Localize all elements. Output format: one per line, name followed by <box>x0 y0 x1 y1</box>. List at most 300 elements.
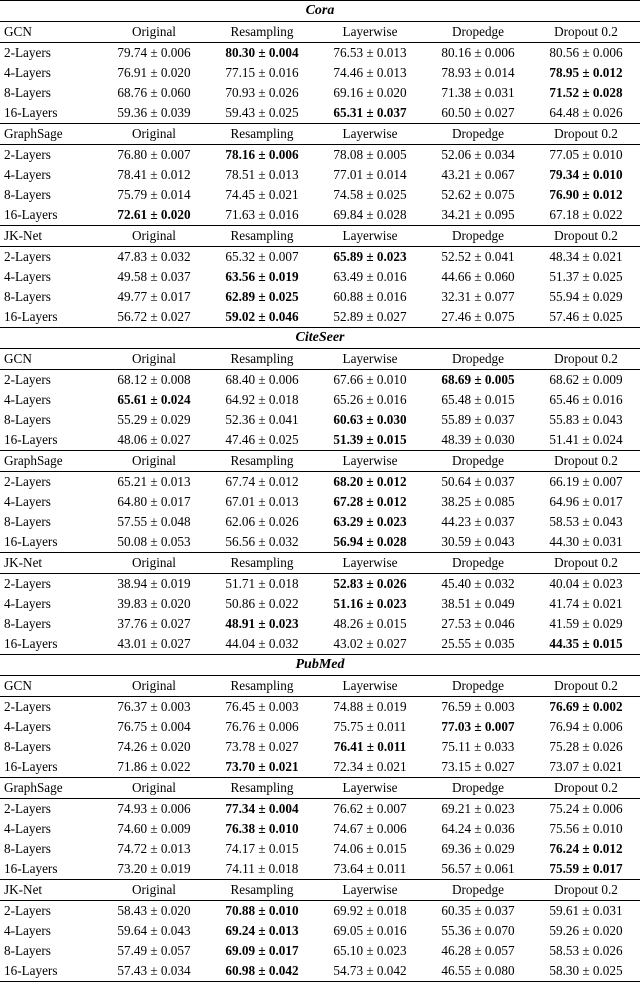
column-header: Dropout 0.2 <box>554 882 618 897</box>
table-cell: 52.62 ± 0.075 <box>441 187 515 202</box>
model-header-row <box>0 451 640 471</box>
column-header: Original <box>132 228 176 243</box>
table-cell: 37.76 ± 0.027 <box>117 616 191 631</box>
best-value: 71.52 ± 0.028 <box>549 85 623 100</box>
model-header-row <box>0 553 640 573</box>
column-header: Layerwise <box>342 678 398 693</box>
model-header-row <box>0 124 640 144</box>
table-cell: 55.83 ± 0.043 <box>549 412 623 427</box>
best-cell <box>316 594 424 614</box>
row-label: 16-Layers <box>4 207 58 222</box>
best-value: 51.39 ± 0.015 <box>333 432 407 447</box>
column-header: Original <box>132 882 176 897</box>
table-row <box>0 634 640 654</box>
table-cell: 74.06 ± 0.015 <box>333 841 407 856</box>
table-cell: 55.29 ± 0.029 <box>117 412 191 427</box>
best-cell <box>532 839 640 859</box>
table-cell: 57.55 ± 0.048 <box>117 514 191 529</box>
table-cell: 65.46 ± 0.016 <box>549 392 623 407</box>
best-cell <box>208 614 316 634</box>
table-row <box>0 594 640 614</box>
table-cell: 57.46 ± 0.025 <box>549 309 623 324</box>
table-cell: 27.46 ± 0.075 <box>441 309 515 324</box>
table-cell: 47.46 ± 0.025 <box>225 432 299 447</box>
table-cell: 57.43 ± 0.034 <box>117 963 191 978</box>
row-label: 16-Layers <box>4 534 58 549</box>
row-label: 16-Layers <box>4 963 58 978</box>
table-cell: 64.24 ± 0.036 <box>441 821 515 836</box>
table-cell: 74.17 ± 0.015 <box>225 841 299 856</box>
table-cell: 75.24 ± 0.006 <box>549 801 623 816</box>
row-label: 16-Layers <box>4 105 58 120</box>
best-cell <box>208 145 316 165</box>
table-cell: 27.53 ± 0.046 <box>441 616 515 631</box>
column-header: Resampling <box>230 678 294 693</box>
row-label: 4-Layers <box>4 596 51 611</box>
table-cell: 63.49 ± 0.016 <box>333 269 407 284</box>
table-cell: 60.88 ± 0.016 <box>333 289 407 304</box>
table-cell: 77.05 ± 0.010 <box>549 147 623 162</box>
table-cell: 38.51 ± 0.049 <box>441 596 515 611</box>
best-value: 76.24 ± 0.012 <box>549 841 623 856</box>
table-cell: 77.01 ± 0.014 <box>333 167 407 182</box>
best-cell <box>100 390 208 410</box>
table-cell: 76.59 ± 0.003 <box>441 699 515 714</box>
row-label: 8-Layers <box>4 289 51 304</box>
row-label: 2-Layers <box>4 699 51 714</box>
table-row <box>0 247 640 267</box>
table-cell: 62.06 ± 0.026 <box>225 514 299 529</box>
column-header: Dropedge <box>452 351 504 366</box>
table-row <box>0 145 640 165</box>
table-cell: 72.34 ± 0.021 <box>333 759 407 774</box>
table-cell: 41.74 ± 0.021 <box>549 596 623 611</box>
best-value: 48.91 ± 0.023 <box>225 616 299 631</box>
column-header: Layerwise <box>342 228 398 243</box>
best-cell <box>208 287 316 307</box>
best-value: 52.83 ± 0.026 <box>333 576 407 591</box>
table-cell: 69.21 ± 0.023 <box>441 801 515 816</box>
best-value: 68.20 ± 0.012 <box>333 474 407 489</box>
table-cell: 59.64 ± 0.043 <box>117 923 191 938</box>
table-cell: 76.76 ± 0.006 <box>225 719 299 734</box>
table-cell: 78.08 ± 0.005 <box>333 147 407 162</box>
best-value: 76.38 ± 0.010 <box>225 821 299 836</box>
best-cell <box>208 757 316 777</box>
table-cell: 64.96 ± 0.017 <box>549 494 623 509</box>
table-cell: 75.75 ± 0.011 <box>333 719 407 734</box>
table-row <box>0 63 640 83</box>
table-cell: 68.62 ± 0.009 <box>549 372 623 387</box>
table-cell: 43.01 ± 0.027 <box>117 636 191 651</box>
table-cell: 45.40 ± 0.032 <box>441 576 515 591</box>
column-header: Layerwise <box>342 453 398 468</box>
table-cell: 54.73 ± 0.042 <box>333 963 407 978</box>
table-row <box>0 799 640 819</box>
best-cell <box>316 512 424 532</box>
column-header: Dropedge <box>452 780 504 795</box>
row-label: 8-Layers <box>4 412 51 427</box>
row-label: 8-Layers <box>4 187 51 202</box>
table-cell: 78.41 ± 0.012 <box>117 167 191 182</box>
best-cell <box>424 370 532 390</box>
best-value: 69.24 ± 0.013 <box>225 923 299 938</box>
table-cell: 66.19 ± 0.007 <box>549 474 623 489</box>
table-cell: 67.18 ± 0.022 <box>549 207 623 222</box>
best-cell <box>208 267 316 287</box>
column-header: Dropout 0.2 <box>554 351 618 366</box>
best-value: 44.35 ± 0.015 <box>549 636 623 651</box>
best-value: 67.28 ± 0.012 <box>333 494 407 509</box>
table-cell: 64.92 ± 0.018 <box>225 392 299 407</box>
table-cell: 52.89 ± 0.027 <box>333 309 407 324</box>
table-cell: 74.88 ± 0.019 <box>333 699 407 714</box>
best-cell <box>532 697 640 717</box>
table-cell: 80.16 ± 0.006 <box>441 45 515 60</box>
best-value: 77.03 ± 0.007 <box>441 719 515 734</box>
table-cell: 74.58 ± 0.025 <box>333 187 407 202</box>
column-header: Original <box>132 780 176 795</box>
best-cell <box>208 941 316 961</box>
table-cell: 68.12 ± 0.008 <box>117 372 191 387</box>
column-header: Dropout 0.2 <box>554 780 618 795</box>
table-cell: 67.66 ± 0.010 <box>333 372 407 387</box>
table-cell: 58.53 ± 0.043 <box>549 514 623 529</box>
table-row <box>0 390 640 410</box>
table-cell: 73.20 ± 0.019 <box>117 861 191 876</box>
table-row <box>0 697 640 717</box>
table-cell: 78.51 ± 0.013 <box>225 167 299 182</box>
model-name: GCN <box>4 678 32 693</box>
best-value: 69.09 ± 0.017 <box>225 943 299 958</box>
table-cell: 69.16 ± 0.020 <box>333 85 407 100</box>
best-cell <box>532 83 640 103</box>
table-cell: 49.77 ± 0.017 <box>117 289 191 304</box>
table-row <box>0 614 640 634</box>
table-row <box>0 819 640 839</box>
table-cell: 30.59 ± 0.043 <box>441 534 515 549</box>
row-label: 16-Layers <box>4 309 58 324</box>
column-header: Original <box>132 555 176 570</box>
row-label: 4-Layers <box>4 494 51 509</box>
table-cell: 44.23 ± 0.037 <box>441 514 515 529</box>
row-label: 4-Layers <box>4 269 51 284</box>
model-header-row <box>0 676 640 696</box>
best-cell <box>208 307 316 327</box>
table-row <box>0 921 640 941</box>
table-cell: 73.64 ± 0.011 <box>333 861 407 876</box>
table-cell: 38.25 ± 0.085 <box>441 494 515 509</box>
model-name: JK-Net <box>4 228 43 243</box>
table-row <box>0 370 640 390</box>
best-cell <box>532 859 640 879</box>
table-cell: 41.59 ± 0.029 <box>549 616 623 631</box>
model-name: GraphSage <box>4 453 63 468</box>
best-cell <box>532 63 640 83</box>
table-row <box>0 410 640 430</box>
best-value: 70.88 ± 0.010 <box>225 903 299 918</box>
row-label: 2-Layers <box>4 474 51 489</box>
table-row <box>0 859 640 879</box>
best-cell <box>316 410 424 430</box>
table-cell: 49.58 ± 0.037 <box>117 269 191 284</box>
row-label: 2-Layers <box>4 147 51 162</box>
best-cell <box>532 165 640 185</box>
best-value: 72.61 ± 0.020 <box>117 207 191 222</box>
row-label: 4-Layers <box>4 923 51 938</box>
table-row <box>0 941 640 961</box>
table-row <box>0 185 640 205</box>
model-name: GraphSage <box>4 126 63 141</box>
table-cell: 58.43 ± 0.020 <box>117 903 191 918</box>
table-cell: 68.40 ± 0.006 <box>225 372 299 387</box>
row-label: 8-Layers <box>4 841 51 856</box>
column-header: Dropedge <box>452 882 504 897</box>
best-cell <box>316 492 424 512</box>
table-cell: 46.28 ± 0.057 <box>441 943 515 958</box>
best-value: 78.16 ± 0.006 <box>225 147 299 162</box>
table-cell: 76.45 ± 0.003 <box>225 699 299 714</box>
table-cell: 71.38 ± 0.031 <box>441 85 515 100</box>
table-cell: 71.86 ± 0.022 <box>117 759 191 774</box>
row-label: 16-Layers <box>4 432 58 447</box>
best-cell <box>316 737 424 757</box>
table-cell: 52.36 ± 0.041 <box>225 412 299 427</box>
table-cell: 60.50 ± 0.027 <box>441 105 515 120</box>
table-cell: 52.06 ± 0.034 <box>441 147 515 162</box>
row-label: 16-Layers <box>4 861 58 876</box>
column-header: Resampling <box>230 126 294 141</box>
model-header-row <box>0 778 640 798</box>
best-cell <box>100 205 208 225</box>
table-cell: 50.08 ± 0.053 <box>117 534 191 549</box>
table-cell: 57.49 ± 0.057 <box>117 943 191 958</box>
best-value: 62.89 ± 0.025 <box>225 289 299 304</box>
table-cell: 71.63 ± 0.016 <box>225 207 299 222</box>
table-cell: 55.89 ± 0.037 <box>441 412 515 427</box>
row-label: 2-Layers <box>4 249 51 264</box>
table-cell: 76.94 ± 0.006 <box>549 719 623 734</box>
table-cell: 67.01 ± 0.013 <box>225 494 299 509</box>
best-cell <box>316 532 424 552</box>
row-label: 4-Layers <box>4 392 51 407</box>
column-header: Layerwise <box>342 555 398 570</box>
best-value: 77.34 ± 0.004 <box>225 801 299 816</box>
best-cell <box>424 717 532 737</box>
table-cell: 48.06 ± 0.027 <box>117 432 191 447</box>
table-cell: 43.21 ± 0.067 <box>441 167 515 182</box>
column-header: Resampling <box>230 228 294 243</box>
table-cell: 44.04 ± 0.032 <box>225 636 299 651</box>
table-row <box>0 103 640 123</box>
table-cell: 74.26 ± 0.020 <box>117 739 191 754</box>
best-value: 78.95 ± 0.012 <box>549 65 623 80</box>
table-cell: 59.26 ± 0.020 <box>549 923 623 938</box>
row-label: 16-Layers <box>4 636 58 651</box>
table-cell: 79.74 ± 0.006 <box>117 45 191 60</box>
table-cell: 74.45 ± 0.021 <box>225 187 299 202</box>
best-cell <box>316 472 424 492</box>
table-cell: 73.78 ± 0.027 <box>225 739 299 754</box>
table-cell: 55.36 ± 0.070 <box>441 923 515 938</box>
best-cell <box>208 961 316 981</box>
table-cell: 75.56 ± 0.010 <box>549 821 623 836</box>
table-cell: 78.93 ± 0.014 <box>441 65 515 80</box>
table-row <box>0 901 640 921</box>
table-cell: 76.53 ± 0.013 <box>333 45 407 60</box>
column-header: Original <box>132 351 176 366</box>
table-cell: 48.39 ± 0.030 <box>441 432 515 447</box>
row-label: 4-Layers <box>4 719 51 734</box>
column-header: Dropout 0.2 <box>554 126 618 141</box>
row-label: 8-Layers <box>4 739 51 754</box>
table-cell: 74.46 ± 0.013 <box>333 65 407 80</box>
table-cell: 38.94 ± 0.019 <box>117 576 191 591</box>
table-cell: 65.21 ± 0.013 <box>117 474 191 489</box>
column-header: Layerwise <box>342 780 398 795</box>
table-row <box>0 430 640 450</box>
table-cell: 74.60 ± 0.009 <box>117 821 191 836</box>
table-cell: 44.30 ± 0.031 <box>549 534 623 549</box>
table-cell: 58.30 ± 0.025 <box>549 963 623 978</box>
column-header: Layerwise <box>342 351 398 366</box>
table-cell: 50.86 ± 0.022 <box>225 596 299 611</box>
table-row <box>0 267 640 287</box>
table-cell: 48.34 ± 0.021 <box>549 249 623 264</box>
table-cell: 76.62 ± 0.007 <box>333 801 407 816</box>
table-cell: 73.15 ± 0.027 <box>441 759 515 774</box>
column-header: Resampling <box>230 24 294 39</box>
column-header: Dropedge <box>452 228 504 243</box>
best-value: 79.34 ± 0.010 <box>549 167 623 182</box>
column-header: Dropedge <box>452 678 504 693</box>
column-header: Dropout 0.2 <box>554 453 618 468</box>
best-value: 80.30 ± 0.004 <box>225 45 299 60</box>
table-cell: 69.05 ± 0.016 <box>333 923 407 938</box>
column-header: Dropedge <box>452 126 504 141</box>
dataset-title: Cora <box>305 3 335 18</box>
best-value: 60.98 ± 0.042 <box>225 963 299 978</box>
model-header-row <box>0 22 640 42</box>
best-value: 65.89 ± 0.023 <box>333 249 407 264</box>
best-value: 56.94 ± 0.028 <box>333 534 407 549</box>
dataset-title: CiteSeer <box>295 330 345 345</box>
column-header: Original <box>132 126 176 141</box>
row-label: 2-Layers <box>4 45 51 60</box>
row-label: 4-Layers <box>4 167 51 182</box>
table-cell: 48.26 ± 0.015 <box>333 616 407 631</box>
table-row <box>0 839 640 859</box>
table-cell: 74.93 ± 0.006 <box>117 801 191 816</box>
best-cell <box>532 185 640 205</box>
table-cell: 64.48 ± 0.026 <box>549 105 623 120</box>
table-cell: 74.67 ± 0.006 <box>333 821 407 836</box>
model-header-row <box>0 349 640 369</box>
table-cell: 56.57 ± 0.061 <box>441 861 515 876</box>
best-value: 65.31 ± 0.037 <box>333 105 407 120</box>
table-cell: 76.91 ± 0.020 <box>117 65 191 80</box>
best-cell <box>208 799 316 819</box>
table-row <box>0 717 640 737</box>
table-row <box>0 472 640 492</box>
row-label: 16-Layers <box>4 759 58 774</box>
model-name: GraphSage <box>4 780 63 795</box>
table-cell: 60.35 ± 0.037 <box>441 903 515 918</box>
table-row <box>0 307 640 327</box>
table-row <box>0 532 640 552</box>
column-header: Original <box>132 24 176 39</box>
best-value: 76.69 ± 0.002 <box>549 699 623 714</box>
table-cell: 55.94 ± 0.029 <box>549 289 623 304</box>
table-cell: 52.52 ± 0.041 <box>441 249 515 264</box>
row-label: 4-Layers <box>4 821 51 836</box>
column-header: Layerwise <box>342 882 398 897</box>
table-cell: 76.80 ± 0.007 <box>117 147 191 162</box>
row-label: 2-Layers <box>4 801 51 816</box>
column-header: Dropedge <box>452 24 504 39</box>
table-row <box>0 83 640 103</box>
table-row <box>0 287 640 307</box>
best-value: 76.41 ± 0.011 <box>333 739 407 754</box>
table-cell: 44.66 ± 0.060 <box>441 269 515 284</box>
table-cell: 76.37 ± 0.003 <box>117 699 191 714</box>
row-label: 2-Layers <box>4 576 51 591</box>
table-cell: 40.04 ± 0.023 <box>549 576 623 591</box>
table-cell: 75.28 ± 0.026 <box>549 739 623 754</box>
table-row <box>0 574 640 594</box>
best-cell <box>208 43 316 63</box>
best-value: 65.61 ± 0.024 <box>117 392 191 407</box>
table-cell: 68.76 ± 0.060 <box>117 85 191 100</box>
table-row <box>0 961 640 981</box>
model-name: GCN <box>4 351 32 366</box>
table-cell: 69.36 ± 0.029 <box>441 841 515 856</box>
best-value: 60.63 ± 0.030 <box>333 412 407 427</box>
row-label: 2-Layers <box>4 372 51 387</box>
table-cell: 67.74 ± 0.012 <box>225 474 299 489</box>
model-name: JK-Net <box>4 555 43 570</box>
table-cell: 59.43 ± 0.025 <box>225 105 299 120</box>
table-cell: 46.55 ± 0.080 <box>441 963 515 978</box>
model-header-row <box>0 880 640 900</box>
table-row <box>0 492 640 512</box>
best-value: 59.02 ± 0.046 <box>225 309 299 324</box>
table-cell: 65.32 ± 0.007 <box>225 249 299 264</box>
column-header: Resampling <box>230 780 294 795</box>
table-cell: 74.11 ± 0.018 <box>225 861 299 876</box>
best-cell <box>208 921 316 941</box>
table-cell: 34.21 ± 0.095 <box>441 207 515 222</box>
column-header: Dropedge <box>452 555 504 570</box>
column-header: Dropout 0.2 <box>554 24 618 39</box>
best-value: 76.90 ± 0.012 <box>549 187 623 202</box>
table-row <box>0 737 640 757</box>
column-header: Dropedge <box>452 453 504 468</box>
table-row <box>0 165 640 185</box>
table-cell: 75.79 ± 0.014 <box>117 187 191 202</box>
table-cell: 51.71 ± 0.018 <box>225 576 299 591</box>
table-cell: 59.36 ± 0.039 <box>117 105 191 120</box>
table-cell: 80.56 ± 0.006 <box>549 45 623 60</box>
table-cell: 43.02 ± 0.027 <box>333 636 407 651</box>
table-cell: 58.53 ± 0.026 <box>549 943 623 958</box>
table-cell: 65.48 ± 0.015 <box>441 392 515 407</box>
table-cell: 51.37 ± 0.025 <box>549 269 623 284</box>
table-cell: 50.64 ± 0.037 <box>441 474 515 489</box>
table-row <box>0 43 640 63</box>
column-header: Original <box>132 678 176 693</box>
best-value: 51.16 ± 0.023 <box>333 596 407 611</box>
